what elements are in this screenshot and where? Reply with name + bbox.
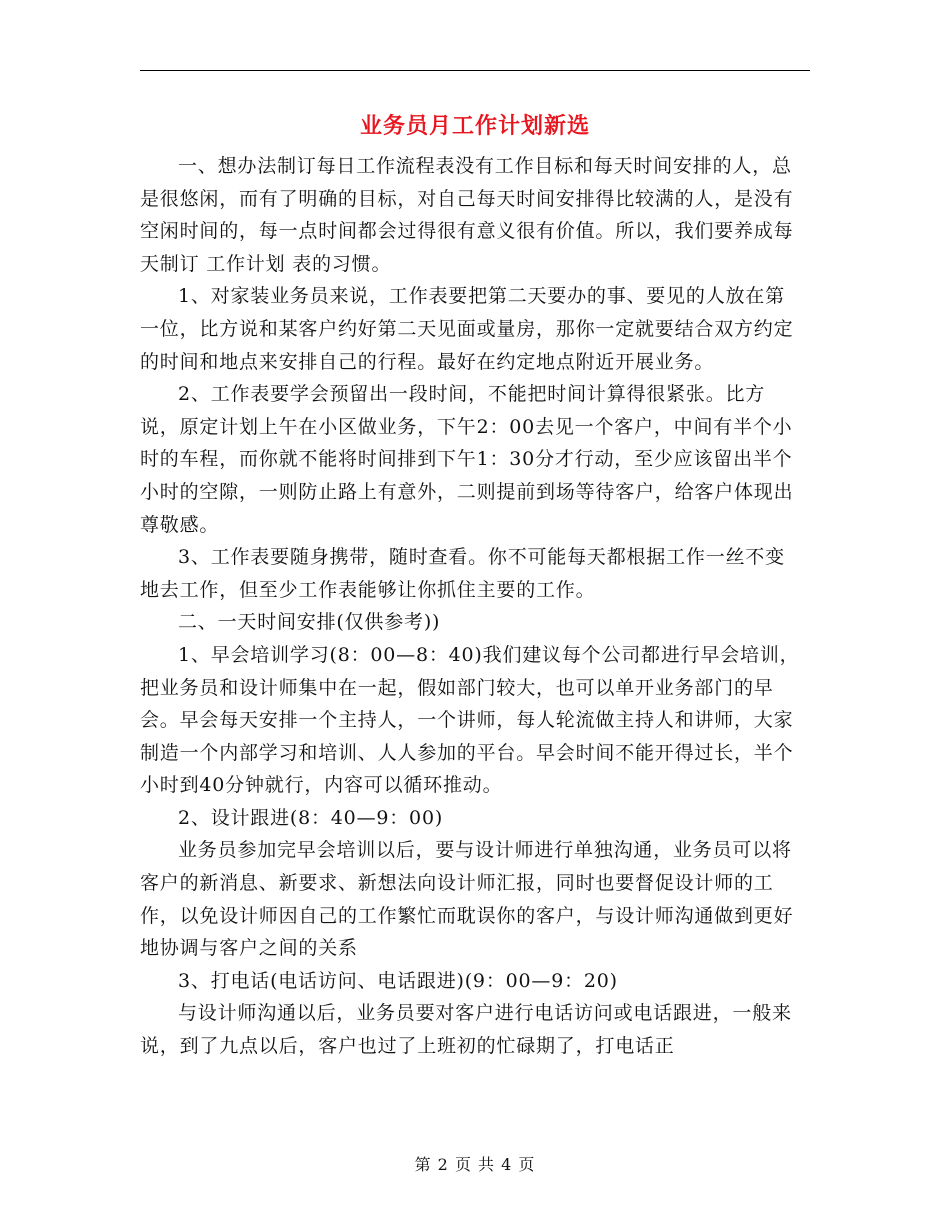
page-number-footer: 第 2 页 共 4 页 xyxy=(414,1155,536,1174)
document-body xyxy=(140,150,800,1063)
paragraph: 一、想办法制订每日工作流程表没有工作目标和每天时间安排的人，总是很悠闲，而有了明确的目标，对自己每天时间安排得比较满的人，是没有空闲时间的，每一点时间都会过得很有意义很有价值。所以，我们要养成每天制订 工作计划 表的习惯。 xyxy=(140,155,794,275)
paragraph: 与设计师沟通以后，业务员要对客户进行电话访问或电话跟进，一般来说，到了九点以后，客户也过了上班初的忙碌期了，打电话正 xyxy=(140,1002,792,1058)
header-rule xyxy=(140,70,810,71)
paragraph: 3、工作表要随身携带，随时查看。你不可能每天都根据工作一丝不变地去工作，但至少工作表能够让你抓住主要的工作。 xyxy=(140,546,785,601)
paragraph: 1、早会培训学习(8：00—8：40)我们建议每个公司都进行早会培训，把业务员和设计师集中在一起，假如部门较大，也可以单开业务部门的早会。早会每天安排一个主持人，一个讲师，每人轮流做主持人和讲师，大家制造一个内部学习和培训、人人参加的平台。早会时间不能开得过长，半个小时到40分钟就行，内容可以循环推动。 xyxy=(140,643,800,797)
section-heading: 二、一天时间安排(仅供参考)) xyxy=(178,611,441,634)
subsection-heading: 2、设计跟进(8：40—9：00) xyxy=(178,806,444,829)
paragraph: 业务员参加完早会培训以后，要与设计师进行单独沟通，业务员可以将客户的新消息、新要求、新想法向设计师汇报，同时也要督促设计师的工作，以免设计师因自己的工作繁忙而耽误你的客户，与设计师沟通做到更好地协调与客户之间的关系 xyxy=(140,839,794,960)
paragraph: 1、对家装业务员来说，工作表要把第二天要办的事、要见的人放在第一位，比方说和某客户约好第二天见面或量房，那你一定就要结合双方约定的时间和地点来安排自己的行程。最好在约定地点附近开展业务。 xyxy=(140,285,794,373)
document-title: 业务员月工作计划新选 xyxy=(359,113,590,139)
paragraph: 2、工作表要学会预留出一段时间，不能把时间计算得很紧张。比方说，原定计划上午在小区做业务，下午2：00去见一个客户，中间有半个小时的车程，而你就不能将时间排到下午1：30分才行动，至少应该留出半个小时的空隙，一则防止路上有意外，二则提前到场等待客户，给客户体现出尊敬感。 xyxy=(140,383,794,536)
subsection-heading: 3、打电话(电话访问、电话跟进)(9：00—9：20) xyxy=(178,969,618,992)
